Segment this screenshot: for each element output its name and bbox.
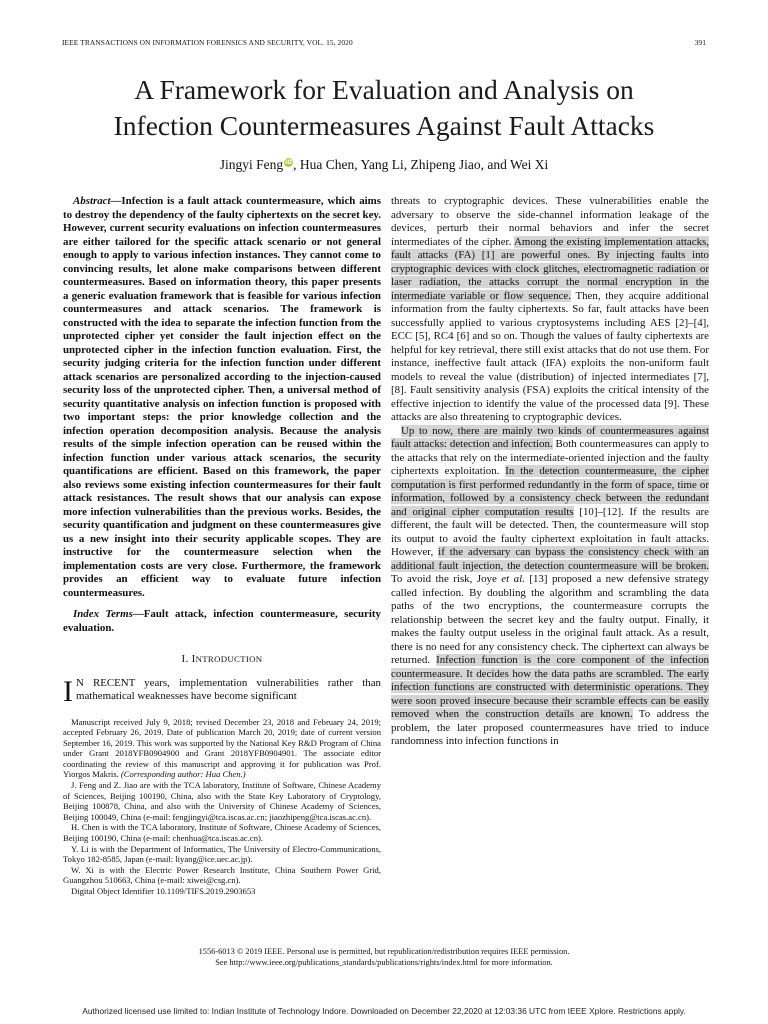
title-line-2: Infection Countermeasures Against Fault Attacks	[113, 110, 655, 141]
intro-paragraph	[63, 674, 381, 708]
footnote-affiliation-feng-jiao: J. Feng and Z. Jiao are with the TCA laboratory, Institute of Software, Chinese Academy of Sciences, Beijing 100190, China, also with the State Key Laboratory of Cryptology, Beijing 100878, China, and also with the University of Chinese Academy of Sciences, Beijing 100049, China (e-mail: fengjingyi@tca.iscas.ac.cn; jiaozhipeng@tca.iscas.ac.cn).	[63, 780, 381, 822]
page-number: 391	[694, 38, 706, 47]
abstract: Abstract—Infection is a fault attack countermeasure, which aims to destroy the dependency of the faulty ciphertexts on the secret key. However, current security evaluations on infection countermeasures are either tailored for the specific attack scenario or not general enough to apply to various infection instances. They cannot come to convincing results, let alone make comparisons between different countermeasures. Based on information theory, this paper presents a generic evaluation framework that is feasible for various infection countermeasures and attack scenarios. The framework is constructed with the idea to separate the infection function from the unprotected cipher yet consider the fault injection effect on the unprotected cipher in the infection function evaluation. First, the security judging criteria for the infection function under different attack scenarios are personalized according to the injection-caused security loss of the unprotected cipher. Then, a universal method of security quantitative analysis on infection function is proposed with two important steps: the prior knowledge collection and the infection operation decomposition analysis. Because the analysis results of the simple infection operation can be reused within the infection function under various attack scenarios, the security quantifications are efficient. Based on this framework, the paper also reviews some existing infection countermeasures for their fault attack resistances. The result shows that our analysis can expose more infection vulnerabilities than the previous works. Besides, the security quantification and judgment on these countermeasures give us a new insight into their security applicable scopes. They are instructive for the countermeasure selection when the implementation costs are very close. Furthermore, the framework provides an efficient way to evaluate future infection countermeasures.	[63, 195, 381, 599]
footnote-doi: Digital Object Identifier 10.1109/TIFS.2019.2903653	[71, 886, 256, 896]
paper-title	[40, 72, 728, 144]
index-terms-label: Index Terms	[73, 608, 133, 620]
section-heading-introduction: I. INTRODUCTION	[181, 653, 263, 665]
author-list	[40, 157, 728, 173]
footnote-affiliation-li: Y. Li is with the Department of Informatics, The University of Electro-Communications, Tokyo 182-8585, Japan (e-mail: liyang@ice.uec.ac.jp).	[63, 843, 381, 865]
body-paragraph-2: Up to now, there are mainly two kinds of countermeasures against fault attacks: detection and infection. Both countermeasures can apply to the attacks that rely on the intermediate-oriented injection and the faulty ciphertexts exploitation. In the detection countermeasure, the cipher computation is first performed redundantly in the form of space, time or information, followed by a consistency check between the redundant and original cipher computation results [10]–[12]. If the results are different, the fault will be detected. Then, the countermeasure will stop its output to avoid the faulty ciphertext exploitation in fault attacks. However, if the adversary can bypass the consistency check with an additional fault injection, the detection countermeasure will be broken. To avoid the risk, Joye et al. [13] proposed a new defensive strategy called infection. By doubling the algorithm and scrambling the data paths of the two encryptions, the countermeasure corrupts the relationship between the secret key and the faulty output. Finally, it makes the faulty output useless in the original fault attack. As a result, there is no need for any consistency check. The ciphertext can always be returned. Infection function is the core component of the infection countermeasure. It decides how the data paths are scrambled. The early infection functions are constructed with deterministic operations. They were soon proved insecure because their scramble effects can be easily removed when the construction details are known. To address the problem, the later proposed countermeasures have tried to induce randomness into infection functions in	[391, 424, 709, 747]
highlight-1[interactable]: Among the existing implementation attacks, fault attacks (FA) [1] are powerful ones. By injecting faults into cryptographic devices with clock glitches, electromagnetic radiation or laser radiation, the attacks corrupt the normal encryption in the intermediate variable or flow sequence.	[391, 235, 709, 302]
copyright-notice	[62, 946, 706, 968]
title-line-1: A Framework for Evaluation and Analysis on	[134, 74, 634, 105]
highlight-2[interactable]: Up to now, there are mainly two kinds of countermeasures against fault attacks: detection and infection.	[391, 424, 709, 450]
abstract-text: Infection is a fault attack countermeasure, which aims to destroy the dependency of the faulty ciphertexts on the secret key. However, current security evaluations on infection countermeasures are either tailored for the specific attack scenario or not general enough to apply to various infection instances. They cannot come to convincing results, let alone make comparisons between different countermeasures. Based on information theory, this paper presents a generic evaluation framework that is feasible for various infection countermeasures and attack scenarios. The framework is constructed with the idea to separate the infection function from the unprotected cipher yet consider the fault injection effect on the unprotected cipher in the infection function evaluation. First, the security judging criteria for the infection function under different attack scenarios are personalized according to the injection-caused security loss of the unprotected cipher. Then, a universal method of security quantitative analysis on infection function is proposed with two important steps: the prior knowledge collection and the infection operation decomposition analysis. Because the analysis results of the simple infection operation can be reused within the infection function under various attack scenarios, the security quantifications are efficient. Based on this framework, the paper also reviews some existing infection countermeasures for their fault attack resistances. The result shows that our analysis can expose more infection vulnerabilities than the previous works. Besides, the security quantification and judgment on these countermeasures give us a new insight into their security applicable scopes. They are instructive for the countermeasure selection when the implementation costs are very close. Furthermore, the framework provides an efficient way to evaluate future infection countermeasures.	[63, 195, 381, 599]
running-header	[62, 38, 706, 50]
highlight-3[interactable]: In the detection countermeasure, the cipher computation is first performed redundantly in the form of space, time or information, followed by a consistency check between the redundant and original cipher computation results	[391, 465, 709, 518]
copyright-line-2: See http://www.ieee.org/publications_standards/publications/rights/index.html for more information.	[215, 958, 553, 967]
journal-name: IEEE TRANSACTIONS ON INFORMATION FORENSICS AND SECURITY, VOL. 15, 2020	[62, 38, 353, 47]
other-authors: , Hua Chen, Yang Li, Zhipeng Jiao, and Wei Xi	[293, 157, 549, 172]
index-terms: Index Terms—Fault attack, infection countermeasure, security evaluation.	[63, 608, 381, 634]
intro-text: years, implementation vulnerabilities rather than mathematical weaknesses have become significant	[76, 676, 381, 702]
index-terms-text: Fault attack, infection countermeasure, security evaluation.	[63, 608, 381, 634]
body-paragraph-1: threats to cryptographic devices. These vulnerabilities enable the adversary to observe the side-channel information leakage of the devices, perturb their normal behaviors and infer the secret intermediates of the cipher. Among the existing implementation attacks, fault attacks (FA) [1] are powerful ones. By injecting faults into cryptographic devices with clock glitches, electromagnetic radiation or laser radiation, the attacks corrupt the normal encryption in the intermediate variable or flow sequence. Then, they acquire additional information from the faulty ciphertexts. So far, fault attacks have been successfully applied to various cryptosystems including AES [2]–[4], ECC [5], RC4 [6] and so on. Though the values of faulty ciphertexts are helpful for key retrieval, there still exist attacks that do not use them. For instance, ineffective fault attack (IFA) exploits the non-uniform fault models to reveal the value (distribution) of injected intermediates [7], [8]. Fault sensitivity analysis (FSA) exploits the critical intensity of the effective injection to identify the value of the processed data [9]. These attacks are also threatening to cryptographic devices.	[391, 195, 709, 423]
footnote-manuscript: Manuscript received July 9, 2018; revised December 23, 2018 and February 24, 2019; accepted February 26, 2019. Date of publication March 20, 2019; date of current version September 16, 2019. This work was supported by the National Key R&D Program of China under Grant 2018YFB0904900 and Grant 2018YFB0904901. The associate editor coordinating the review of this manuscript and approving it for publication was Prof. Yiorgos Makris. (Corresponding author: Hua Chen.)	[63, 716, 381, 780]
corresponding-author: (Corresponding author: Hua Chen.)	[120, 769, 246, 780]
highlight-5[interactable]: Infection function is the core component of the infection countermeasure. It decides how the data paths are scrambled. The early infection functions are constructed with deterministic operations. They were soon proved insecure because their scramble effects can be easily removed when the construction details are known.	[391, 654, 709, 720]
footnote-affiliation-xi: W. Xi is with the Electric Power Research Institute, China Southern Power Grid, Guangzhou 510663, China (e-mail: xiwei@csg.cn).	[63, 864, 381, 886]
footnotes	[63, 717, 381, 897]
right-column	[391, 195, 709, 749]
footnote-affiliation-chen: H. Chen is with the TCA laboratory, Institute of Software, Chinese Academy of Sciences, Beijing 100190, China (e-mail: chenhua@tca.iscas.ac.cn).	[63, 822, 381, 844]
copyright-line-1: 1556-6013 © 2019 IEEE. Personal use is permitted, but republication/redistribution requires IEEE permission.	[198, 947, 570, 956]
license-banner: Authorized licensed use limited to: Indian Institute of Technology Indore. Downloaded on December 22,2020 at 12:03:36 UTC from IEEE Xplore. Restrictions apply.	[82, 1006, 686, 1016]
first-author: Jingyi Feng	[219, 157, 284, 172]
left-column	[63, 195, 381, 897]
highlight-4[interactable]: if the adversary can bypass the consistency check with an additional fault injection, the detection countermeasure will be broken.	[391, 546, 709, 572]
abstract-label: Abstract	[73, 195, 111, 207]
intro-caps: N RECENT	[76, 676, 136, 689]
drop-cap: I	[63, 674, 73, 708]
orcid-icon[interactable]: iD	[285, 159, 293, 166]
